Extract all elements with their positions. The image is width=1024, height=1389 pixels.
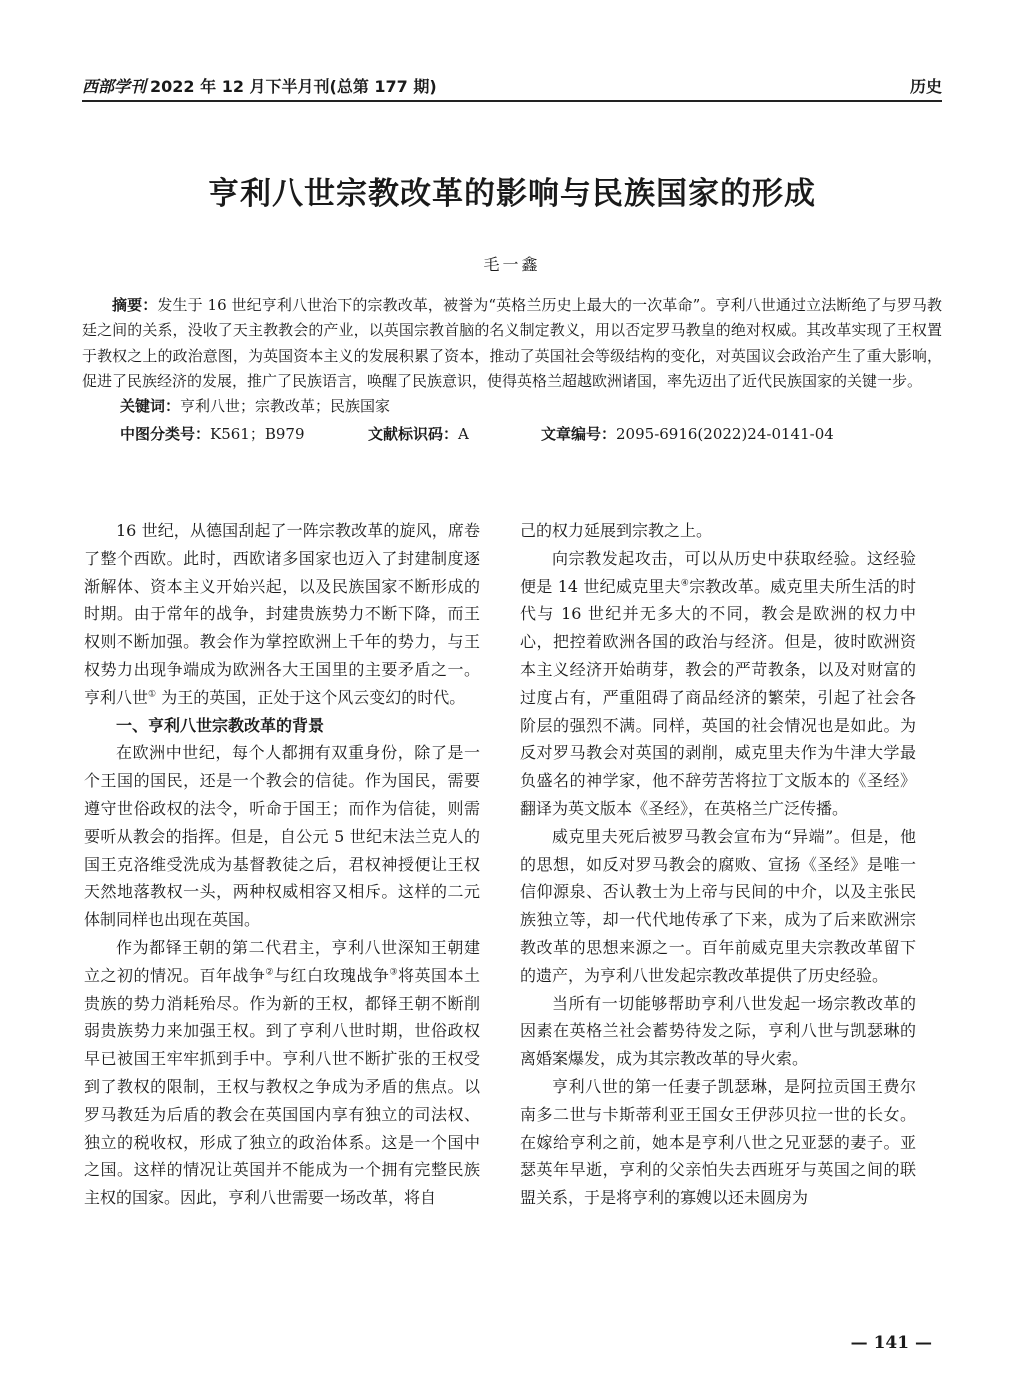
abstract [82, 293, 942, 394]
section-heading: 一、亨利八世宗教改革的背景 [116, 715, 325, 735]
paragraph: 己的权力延展到宗教之上。 [520, 521, 713, 540]
section-tag: 历史 [909, 77, 942, 96]
body-column-right [520, 517, 916, 1212]
article-number-label: 文章编号： [541, 425, 617, 444]
keywords-label: 关键词： [120, 397, 181, 416]
paragraph: 当所有一切能够帮助亨利八世发起一场宗教改革的因素在英格兰社会蓄势待发之际，亨利八世与凯瑟琳的离婚案爆发，成为其宗教改革的导火索。 [520, 993, 916, 1069]
paragraph: 作为都铎王朝的第二代君主，亨利八世深知王朝建立之初的情况。百年战争②与红白玫瑰战争③将英国本土贵族的势力消耗殆尽。作为新的王权，都铎王朝不断削弱贵族势力来加强王权。到了亨利八世时期，世俗政权早已被国王牢牢抓到手中。亨利八世不断扩张的王权受到了教权的限制，王权与教权之争成为矛盾的焦点。以罗马教廷为后盾的教会在英国国内享有独立的司法权、独立的税收权，形成了独立的政治体系。这是一个国中之国。这样的情况让英国并不能成为一个拥有完整民族主权的国家。因此，亨利八世需要一场改革，将自 [84, 937, 480, 1208]
page-number: — 141 — [850, 1333, 932, 1353]
journal-logo: 西部学刊 [82, 77, 147, 96]
doc-code-label: 文献标识码： [368, 425, 459, 444]
clc-code [120, 422, 305, 447]
abstract-text: 发生于 16 世纪亨利八世治下的宗教改革，被誉为“英格兰历史上最大的一次革命”。亨利八世通过立法断绝了与罗马教廷之间的关系，没收了天主教教会的产业，以英国宗教首脑的名义制定教义，用以否定罗马教皇的绝对权威。其改革实现了王权置于教权之上的政治意图，为英国资本主义的发展积累了资本，推动了英国社会等级结构的变化，对英国议会政治产生了重大影响，促进了民族经济的发展，推广了民族语言，唤醒了民族意识，使得英格兰超越欧洲诸国，率先迈出了近代民族国家的关键一步。 [82, 296, 942, 390]
classification-row [82, 422, 942, 447]
abstract-block [82, 293, 942, 447]
paragraph: 16 世纪，从德国刮起了一阵宗教改革的旋风，席卷了整个西欧。此时，西欧诸多国家也迈入了封建制度逐渐解体、资本主义开始兴起，以及民族国家不断形成的时期。由于常年的战争，封建贵族势力不断下降，而王权则不断加强。教会作为掌控欧洲上千年的势力，与王权势力出现争端成为欧洲各大王国里的主要矛盾之一。亨利八世① 为王的英国，正处于这个风云变幻的时代。 [84, 521, 480, 707]
footnote-marker: ② [265, 967, 274, 978]
clc-label: 中图分类号： [120, 425, 211, 444]
footnote-marker: ③ [389, 967, 398, 978]
article-number-value: 2095-6916(2022)24-0141-04 [616, 425, 834, 444]
running-header [82, 70, 942, 102]
body-column-left [84, 517, 480, 1212]
article-number [541, 422, 834, 447]
keywords-text: 亨利八世；宗教改革；民族国家 [180, 397, 391, 416]
paragraph: 亨利八世的第一任妻子凯瑟琳，是阿拉贡国王费尔南多二世与卡斯蒂利亚王国女王伊莎贝拉一世的长女。在嫁给亨利之前，她本是亨利八世之兄亚瑟的妻子。亚瑟英年早逝，亨利的父亲怕失去西班牙与英国之间的联盟关系，于是将亨利的寡嫂以还未圆房为 [520, 1076, 916, 1208]
journal-info [82, 74, 437, 97]
clc-value: K561；B979 [210, 425, 305, 444]
footnote-marker: ④ [680, 578, 690, 589]
footnote-marker: ① [148, 689, 157, 700]
article-title: 亨利八世宗教改革的影响与民族国家的形成 [208, 176, 816, 212]
paragraph: 在欧洲中世纪，每个人都拥有双重身份，除了是一个王国的国民，还是一个教会的信徒。作为国民，需要遵守世俗政权的法令，听命于国王；而作为信徒，则需要听从教会的指挥。但是，自公元 5 世纪末法兰克人的国王克洛维受洗成为基督教徒之后，君权神授便让王权天然地落教权一头，两种权威相容又相斥。这样的二元体制同样也出现在英国。 [84, 743, 480, 930]
abstract-label: 摘要： [112, 296, 158, 314]
journal-issue: 2022 年 12 月下半月刊(总第 177 期) [150, 77, 437, 96]
doc-code [368, 422, 469, 447]
doc-code-value: A [458, 425, 469, 444]
paragraph: 威克里夫死后被罗马教会宣布为“异端”。但是，他的思想，如反对罗马教会的腐败、宣扬《圣经》是唯一信仰源泉、否认教士为上帝与民间的中介，以及主张民族独立等，却一代代地传承了下来，成为了后来欧洲宗教改革的思想来源之一。百年前威克里夫宗教改革留下的遗产，为亨利八世发起宗教改革提供了历史经验。 [520, 826, 916, 985]
keywords [82, 394, 942, 419]
paragraph: 向宗教发起攻击，可以从历史中获取经验。这经验便是 14 世纪威克里夫④宗教改革。威克里夫所生活的时代与 16 世纪并无多大的不同，教会是欧洲的权力中心，把控着欧洲各国的政治与经济。但是，彼时欧洲资本主义经济开始萌芽，教会的严苛教条，以及对财富的过度占有，严重阻碍了商品经济的繁荣，引起了社会各阶层的强烈不满。同样，英国的社会情况也是如此。为反对罗马教会对英国的剥削，威克里夫作为牛津大学最负盛名的神学家，他不辞劳苦将拉丁文版本的《圣经》翻译为英文版本《圣经》，在英格兰广泛传播。 [520, 548, 916, 818]
article-author: 毛一鑫 [483, 255, 541, 274]
